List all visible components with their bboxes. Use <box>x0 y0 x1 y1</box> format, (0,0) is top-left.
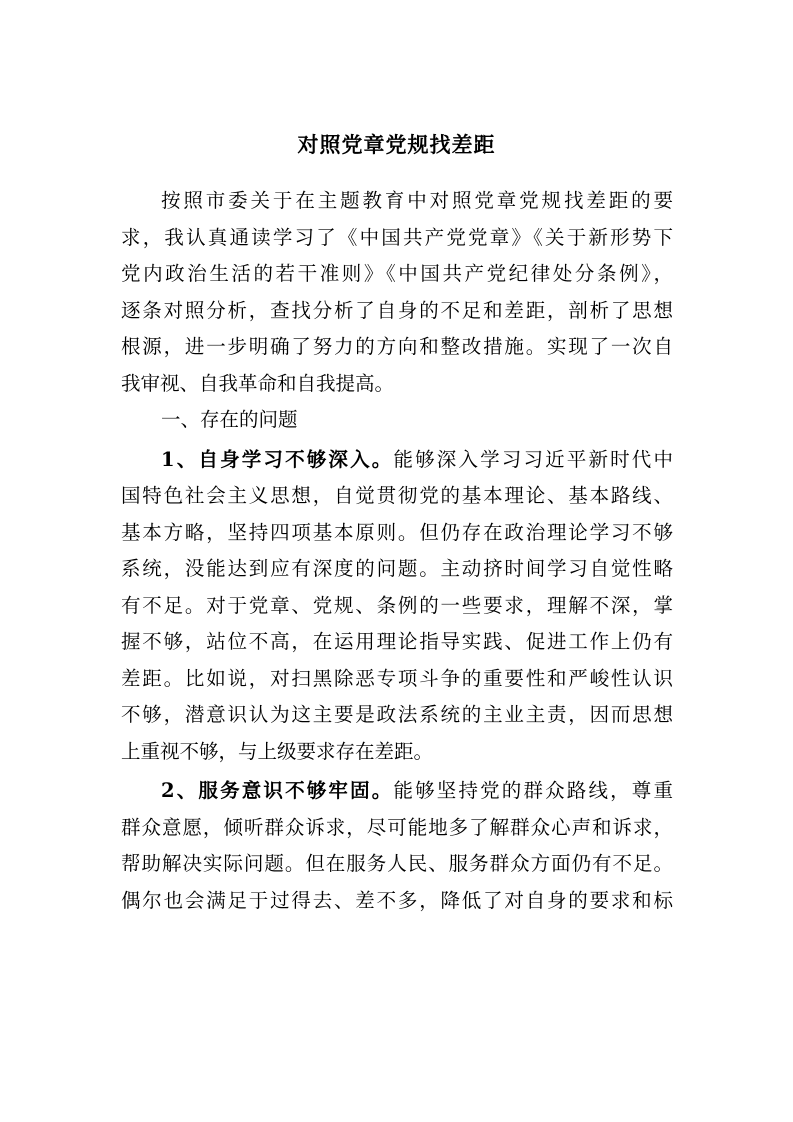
paragraph-line <box>121 442 673 479</box>
item-1-first-line-text: 能够深入学习习近平新时代中 <box>393 447 673 471</box>
paragraph-line: 群众意愿，倾听群众诉求，尽可能地多了解群众心声和诉求， <box>121 815 673 839</box>
paragraph-line: 握不够，站位不高，在运用理论指导实践、促进工作上仍有 <box>121 630 673 653</box>
paragraph-line: 有不足。对于党章、党规、条例的一些要求，理解不深，掌 <box>121 593 673 617</box>
item-2-first-line-text: 能够坚持党的群众路线，尊重 <box>393 779 673 802</box>
paragraph-line: 不够，潜意识认为这主要是政法系统的主业主责，因而思想 <box>121 703 673 726</box>
paragraph-line: 党内政治生活的若干准则》《中国共产党纪律处分条例》， <box>121 262 673 285</box>
paragraph-line: 逐条对照分析，查找分析了自身的不足和差距，剖析了思想 <box>121 298 673 322</box>
paragraph-line <box>121 773 673 810</box>
document-body <box>121 183 673 919</box>
item-1-paragraph <box>121 442 673 771</box>
paragraph-line: 求，我认真通读学习了《中国共产党党章》《关于新形势下 <box>121 225 673 249</box>
paragraph-line: 根源，进一步明确了努力的方向和整改措施。实现了一次自 <box>121 335 673 358</box>
paragraph-line: 国特色社会主义思想，自觉贯彻党的基本理论、基本路线、 <box>121 484 673 507</box>
item-2-bold-lead: 2、服务意识不够牢固。 <box>161 779 394 802</box>
paragraph-line: 偶尔也会满足于过得去、差不多，降低了对自身的要求和标 <box>121 888 673 912</box>
paragraph-line: 基本方略，坚持四项基本原则。但仍存在政治理论学习不够 <box>121 520 673 544</box>
paragraph-line: 差距。比如说，对扫黑除恶专项斗争的重要性和严峻性认识 <box>121 666 673 690</box>
item-1-bold-lead: 1、自身学习不够深入。 <box>161 447 394 471</box>
paragraph-line: 我审视、自我革命和自我提高。 <box>121 371 395 395</box>
item-2-paragraph <box>121 773 673 919</box>
paragraph-line: 上重视不够，与上级要求存在差距。 <box>121 739 434 763</box>
intro-paragraph <box>121 183 673 402</box>
section-heading: 一、存在的问题 <box>161 408 298 431</box>
paragraph-line: 按照市委关于在主题教育中对照党章党规找差距的要 <box>161 189 673 212</box>
paragraph-line: 系统，没能达到应有深度的问题。主动挤时间学习自觉性略 <box>121 557 673 580</box>
paragraph-line: 帮助解决实际问题。但在服务人民、服务群众方面仍有不足。 <box>121 852 673 875</box>
document-title: 对照党章党规找差距 <box>297 132 496 157</box>
